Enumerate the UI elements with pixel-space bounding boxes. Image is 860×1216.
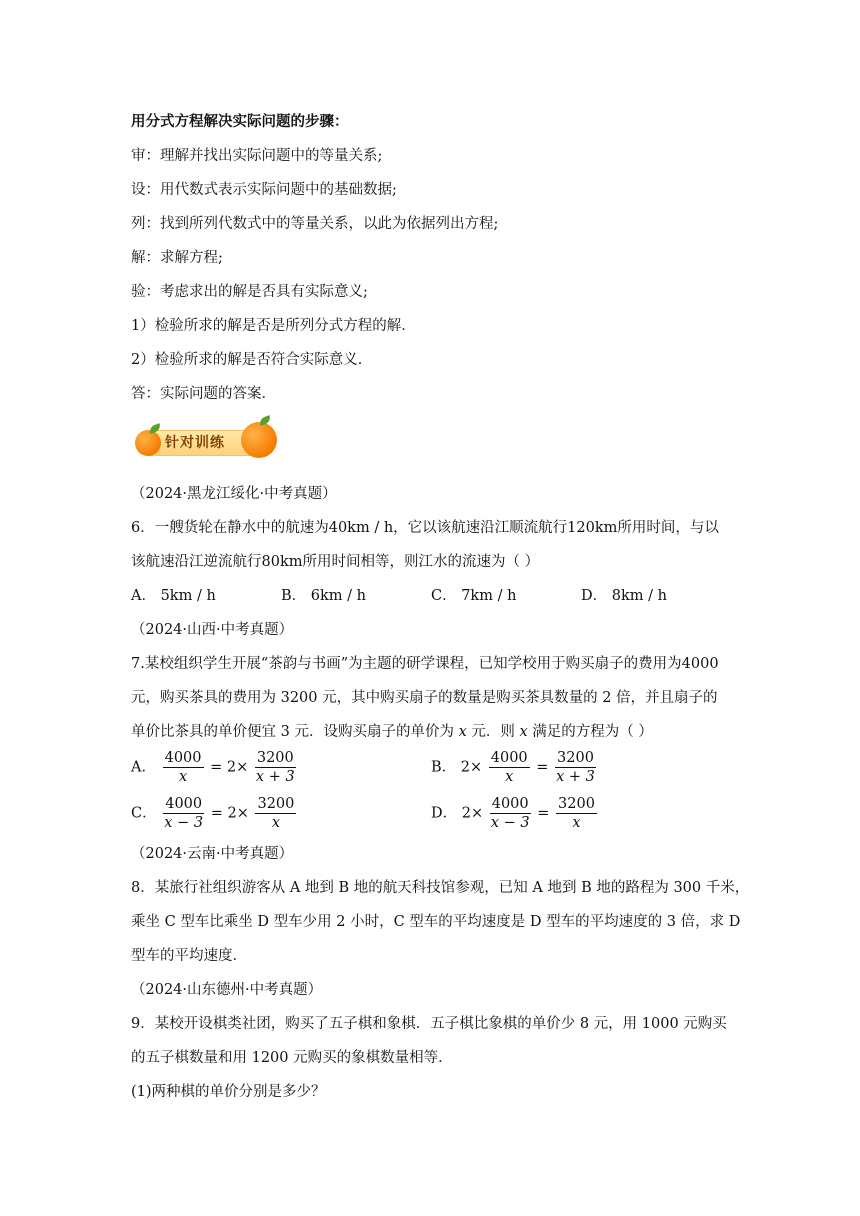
fraction <box>163 795 204 832</box>
question-text: 元，购买茶具的费用为 3200 元，其中购买扇子的数量是购买茶具数量的 2 倍，并且扇子的 <box>131 690 718 706</box>
sub-question: (1)两种棋的单价分别是多少？ <box>131 1084 326 1100</box>
fraction <box>255 749 296 786</box>
step-line: 2）检验所求的解是否符合实际意义． <box>131 352 373 368</box>
text-span: 元．则 <box>466 724 520 740</box>
option-a: A． 5km / h <box>131 588 216 604</box>
step-line: 解：求解方程; <box>131 250 223 266</box>
option-label: D． <box>431 805 458 822</box>
equals-sign: = <box>536 759 549 776</box>
denominator: x − 3 <box>490 815 530 831</box>
question-source: （2024·云南·中考真题） <box>131 846 294 862</box>
numerator: 3200 <box>256 750 294 766</box>
coefficient: 2× <box>461 805 484 822</box>
text-span: 满足的方程为（ ） <box>527 724 653 740</box>
equals-sign: = <box>210 759 223 776</box>
numerator: 4000 <box>491 796 529 812</box>
fraction <box>555 749 596 786</box>
equals-sign: = <box>537 805 550 822</box>
denominator: x <box>271 815 281 831</box>
steps-title: 用分式方程解决实际问题的步骤： <box>131 113 349 130</box>
step-line: 设：用代数式表示实际问题中的基础数据; <box>131 182 397 198</box>
denominator: x <box>505 769 514 785</box>
option-a <box>131 749 298 786</box>
coefficient: 2× <box>227 805 249 822</box>
question-text: 7.某校组织学生开展“茶韵与书画”为主题的研学课程，已知学校用于购买扇子的费用为4000 <box>131 656 719 672</box>
question-text: 8．某旅行社组织游客从 A 地到 B 地的航天科技馆参观，已知 A 地到 B 地的路程为 300 千米， <box>131 880 750 896</box>
option-b: B． 6km / h <box>281 588 366 604</box>
fraction <box>255 795 296 832</box>
variable-x: x <box>458 724 467 740</box>
numerator: 4000 <box>490 750 528 766</box>
step-line: 审：理解并找出实际问题中的等量关系; <box>131 148 383 164</box>
fraction <box>489 749 530 786</box>
practice-banner <box>131 416 281 464</box>
option-d: D． 8km / h <box>581 588 667 604</box>
banner-label: 针对训练 <box>165 435 225 451</box>
variable-x: x <box>519 724 528 740</box>
question-source: （2024·山西·中考真题） <box>131 622 294 638</box>
numerator: 4000 <box>164 750 202 766</box>
option-d <box>431 795 599 832</box>
coefficient: 2× <box>226 759 249 776</box>
fraction <box>163 749 204 786</box>
option-label: A． <box>131 759 156 776</box>
numerator: 3200 <box>558 796 595 812</box>
coefficient: 2× <box>460 759 483 776</box>
numerator: 3200 <box>557 750 594 766</box>
question-text: 该航速沿江逆流航行80km所用时间相等，则江水的流速为（ ） <box>131 554 540 570</box>
option-label: B． <box>431 759 457 776</box>
fraction <box>556 795 597 832</box>
denominator: x − 3 <box>164 815 204 831</box>
question-text <box>131 722 653 742</box>
step-line: 验：考虑求出的解是否具有实际意义; <box>131 284 368 300</box>
option-c: C． 7km / h <box>431 588 517 604</box>
numerator: 4000 <box>165 796 203 812</box>
orange-icon <box>241 422 277 458</box>
numerator: 3200 <box>257 796 295 812</box>
step-line: 1）检验所求的解是否是所列分式方程的解． <box>131 318 416 334</box>
step-line: 答：实际问题的答案． <box>131 386 276 402</box>
option-b <box>431 749 598 786</box>
question-text: 9．某校开设棋类社团，购买了五子棋和象棋．五子棋比象棋的单价少 8 元，用 1000 元购买 <box>131 1016 727 1032</box>
question-text: 乘坐 C 型车比乘坐 D 型车少用 2 小时，C 型车的平均速度是 D 型车的平均速度的 3 倍，求 D <box>131 914 741 930</box>
equals-sign: = <box>210 805 223 822</box>
question-source: （2024·山东德州·中考真题） <box>131 982 323 998</box>
question-text: 型车的平均速度． <box>131 948 247 964</box>
question-source: （2024·黑龙江绥化·中考真题） <box>131 486 337 502</box>
question-text: 的五子棋数量和用 1200 元购买的象棋数量相等． <box>131 1050 453 1066</box>
denominator: x <box>572 815 581 831</box>
denominator: x + 3 <box>255 769 295 785</box>
orange-icon <box>135 430 161 456</box>
step-line: 列：找到所列代数式中的等量关系，以此为依据列出方程; <box>131 216 499 232</box>
question-text: 6．一艘货轮在静水中的航速为40km / h，它以该航速沿江顺流航行120km所用时间，与以 <box>131 520 719 536</box>
denominator: x + 3 <box>556 769 595 785</box>
fraction <box>490 795 531 832</box>
option-c <box>131 795 298 832</box>
option-label: C． <box>131 805 157 822</box>
denominator: x <box>178 769 188 785</box>
text-span: 单价比茶具的单价便宜 3 元．设购买扇子的单价为 <box>131 724 459 740</box>
